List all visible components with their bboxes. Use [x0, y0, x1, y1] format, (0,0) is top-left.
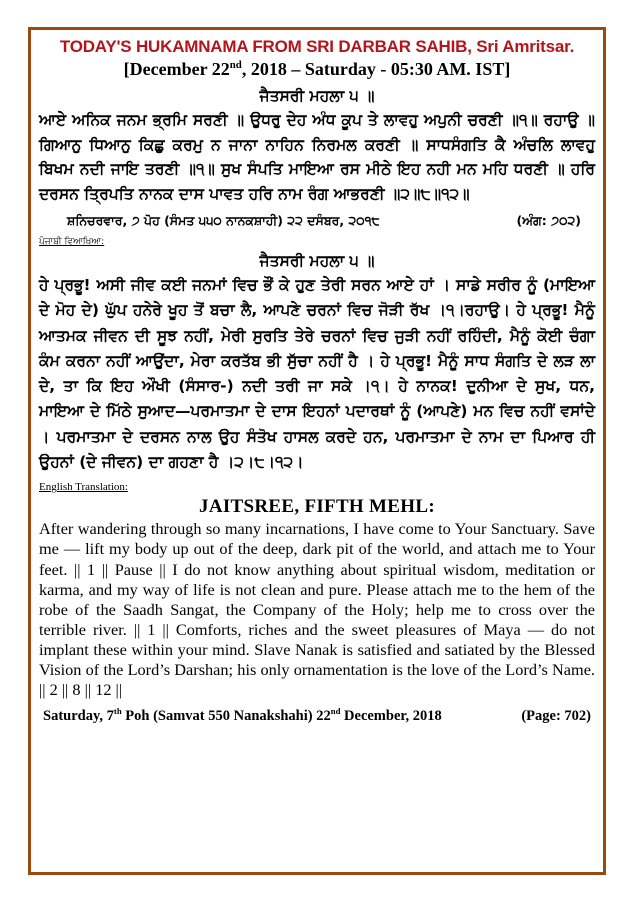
english-text: After wandering through so many incarnations, I have come to Your Sanctuary. Save me — lift my body up out of the deep, dark pit of the world, and attach me to Your feet. || 1 || Pause || I do not know anything about spiritual wisdom, meditation or karma, and my way of life is not clean and pure. Please attach me to the hem of the robe of the Saadh Sangat, the Company of the Holy; help me to cross over the terrible river. || 1 || Comforts, riches and the sweet pleasures of Maya — do not implant these within your mind. Slave Nanak is satisfied and satiated by the Blessed Vision of the Lord’s Darshan; his only ornamentation is the love of the Lord’s Name. || 2 || 8 || 12 || — [39, 519, 595, 700]
punjabi-date-row — [39, 210, 595, 232]
footer-day-superscript: th — [113, 706, 122, 717]
english-translation-label: English Translation: — [39, 481, 128, 494]
footer-date-suffix: December, 2018 — [340, 708, 442, 725]
footer-page-number: (Page: 702) — [521, 708, 591, 725]
vyakhya-heading: ਜੈਤਸਰੀ ਮਹਲਾ ੫ ॥ — [259, 252, 375, 270]
footer-day-prefix: Saturday, 7 — [43, 708, 114, 725]
gurbani-text: ਆਏ ਅਨਿਕ ਜਨਮ ਭ੍ਰਮਿ ਸਰਣੀ ॥ ਉਧਰੁ ਦੇਹ ਅੰਧ ਕੂਪ ਤੇ ਲਾਵਹੁ ਅਪੁਨੀ ਚਰਣੀ ॥੧॥ ਰਹਾਉ ॥ ਗਿਆਨੁ ਧਿਆਨੁ ਕਿਛੁ ਕਰਮੁ ਨ ਜਾਨਾ ਨਾਹਿਨ ਨਿਰਮਲ ਕਰਣੀ ॥ ਸਾਧਸੰਗਤਿ ਕੈ ਅੰਚਲਿ ਲਾਵਹੁ ਬਿਖਮ ਨਦੀ ਜਾਇ ਤਰਣੀ ॥੧॥ ਸੁਖ ਸੰਪਤਿ ਮਾਇਆ ਰਸ ਮੀਠੇ ਇਹ ਨਹੀ ਮਨ ਮਹਿ ਧਰਣੀ ॥ ਹਰਿ ਦਰਸਨ ਤ੍ਰਿਪਤਿ ਨਾਨਕ ਦਾਸ ਪਾਵਤ ਹਰਿ ਨਾਮ ਰੰਗ ਆਭਰਣੀ ॥੨॥੮॥੧੨॥ — [39, 111, 595, 203]
gurbani-heading: ਜੈਤਸਰੀ ਮਹਲਾ ੫ ॥ — [259, 87, 375, 105]
date-line — [39, 58, 595, 80]
punjabi-date — [39, 210, 595, 232]
footer-date-superscript: nd — [330, 706, 341, 717]
ang-number: (ਅੰਗ: ੭੦੨) — [516, 213, 581, 228]
punjabi-date-text: ਸ਼ਨਿਚਰਵਾਰ, ੭ ਪੋਹ (ਸੰਮਤ ੫੫੦ ਨਾਨਕਸ਼ਾਹੀ) ੨੨ ਦਸੰਬਰ, ੨੦੧੮ — [67, 213, 380, 228]
footer-date — [39, 706, 595, 726]
vyakhya-text: ਹੇ ਪ੍ਰਭੂ! ਅਸੀ ਜੀਵ ਕਈ ਜਨਮਾਂ ਵਿਚ ਭੌਂ ਕੇ ਹੁਣ ਤੇਰੀ ਸਰਨ ਆਏ ਹਾਂ । ਸਾਡੇ ਸਰੀਰ ਨੂੰ (ਮਾਇਆ ਦੇ ਮੋਹ ਦੇ) ਘੁੱਪ ਹਨੇਰੇ ਖੂਹ ਤੋਂ ਬਚਾ ਲੈ, ਆਪਣੇ ਚਰਨਾਂ ਵਿਚ ਜੋੜੀ ਰੱਖ ।੧।ਰਹਾਉ। ਹੇ ਪ੍ਰਭੂ! ਮੈਨੂੰ ਆਤਮਕ ਜੀਵਨ ਦੀ ਸੂਝ ਨਹੀਂ, ਮੇਰੀ ਸੁਰਤਿ ਤੇਰੇ ਚਰਨਾਂ ਵਿਚ ਜੁੜੀ ਨਹੀਂ ਰਹਿੰਦੀ, ਮੈਨੂੰ ਕੋਈ ਚੰਗਾ ਕੰਮ ਕਰਨਾ ਨਹੀਂ ਆਉਂਦਾ, ਮੇਰਾ ਕਰਤੱਬ ਭੀ ਸੁੱਚਾ ਨਹੀਂ ਹੈ । ਹੇ ਪ੍ਰਭੂ! ਮੈਨੂੰ ਸਾਧ ਸੰਗਤਿ ਦੇ ਲੜ ਲਾ ਦੇ, ਤਾ ਕਿ ਇਹ ਔਖੀ (ਸੰਸਾਰ-) ਨਦੀ ਤਰੀ ਜਾ ਸਕੇ ।੧। ਹੇ ਨਾਨਕ! ਦੁਨੀਆ ਦੇ ਸੁਖ, ਧਨ, ਮਾਇਆ ਦੇ ਮਿੱਠੇ ਸੁਆਦ—ਪਰਮਾਤਮਾ ਦੇ ਦਾਸ ਇਹਨਾਂ ਪਦਾਰਥਾਂ ਨੂੰ (ਆਪਣੇ) ਮਨ ਵਿਚ ਨਹੀਂ ਵਸਾਂਦੇ । ਪਰਮਾਤਮਾ ਦੇ ਦਰਸਨ ਨਾਲ ਉਹ ਸੰਤੋਖ ਹਾਸਲ ਕਰਦੇ ਹਨ, ਪਰਮਾਤਮਾ ਦੇ ਨਾਮ ਦਾ ਪਿਆਰ ਹੀ ਉਹਨਾਂ (ਦੇ ਜੀਵਨ) ਦਾ ਗਹਣਾ ਹੈ ।੨।੮।੧੨। — [39, 276, 595, 472]
date-superscript: nd — [229, 59, 242, 71]
english-heading: JAITSREE, FIFTH MEHL: — [199, 496, 435, 518]
page-title: TODAY'S HUKAMNAMA FROM SRI DARBAR SAHIB, Sri Amritsar. — [59, 37, 575, 56]
page-content — [39, 36, 595, 726]
date-suffix: , 2018 – Saturday - 05:30 AM. IST] — [241, 59, 511, 79]
punjabi-vyakhya-label: ਪੰਜਾਬੀ ਵਿਆਖਿਆ: — [39, 237, 105, 247]
date-prefix: [December 22 — [123, 59, 230, 79]
footer-day-middle: Poh (Samvat 550 Nanakshahi) 22 — [121, 708, 331, 725]
footer-row — [39, 706, 595, 726]
page-frame — [28, 27, 606, 875]
